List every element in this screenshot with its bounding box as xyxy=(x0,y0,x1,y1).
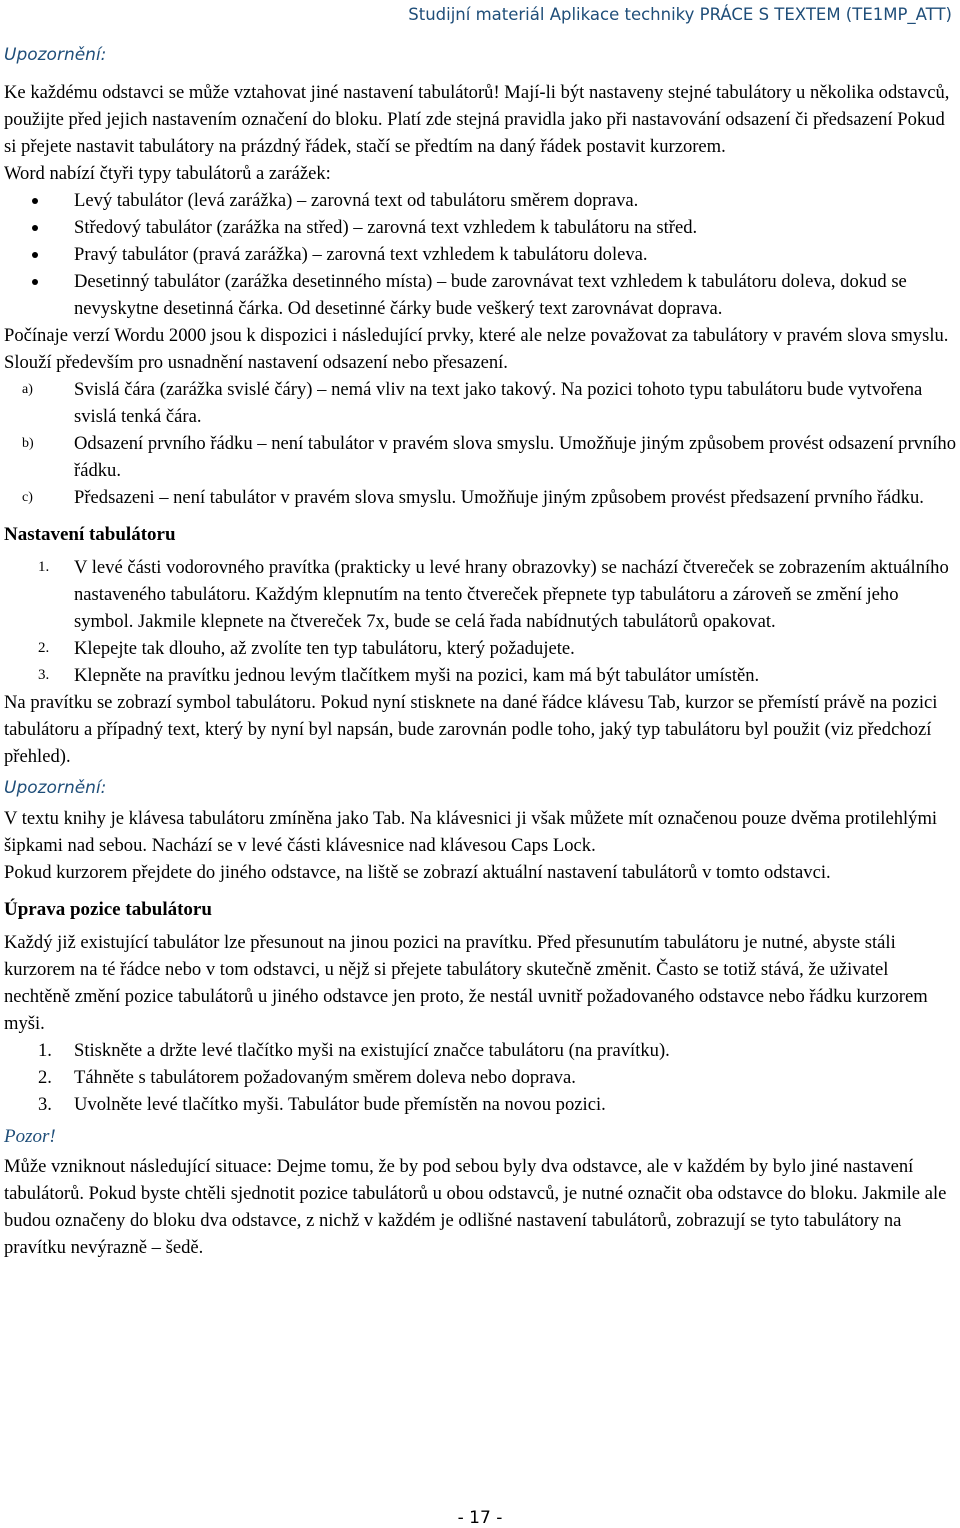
extra-items-list xyxy=(4,376,956,511)
list-marker: 2. xyxy=(38,1067,52,1088)
list-item xyxy=(4,635,956,662)
bullet-icon xyxy=(32,279,38,285)
list-marker: c) xyxy=(22,490,33,505)
list-item-text: Levý tabulátor (levá zarážka) – zarovná text od tabulátoru směrem doprava. xyxy=(74,190,639,211)
list-marker: 1. xyxy=(38,559,50,575)
list-marker: 3. xyxy=(38,1094,52,1115)
list-item-text: Uvolněte levé tlačítko myši. Tabulátor bude přemístěn na novou pozici. xyxy=(74,1094,606,1115)
list-item xyxy=(4,662,956,689)
list-item-text: V levé části vodorovného pravítka (prakticky u levé hrany obrazovky) se nachází čtvereček se zobrazením aktuálního nastaveného tabulátoru. Každým klepnutím na tento čtvereček přepnete typ tabulátoru a zároveň se změní jeho symbol. Jakmile klepnete na čtvereček 7x, bude se celá řada nabídnutých tabulátorů opakovat. xyxy=(74,557,949,632)
warning-label: Upozornění: xyxy=(4,778,107,798)
paragraph: Ke každému odstavci se může vztahovat jiné nastavení tabulátorů! Mají-li být nastaveny stejné tabulátory u několika odstavců, použijte před jejich nastavením označení do bloku. Platí zde stejná pravidla jako při nastavování odsazení či předsazení Pokud si přejete nastavit tabulátory na prázdný řádek, stačí se předtím na daný řádek postavit kurzorem. xyxy=(4,82,950,157)
list-marker: 3. xyxy=(38,667,50,683)
list-item xyxy=(4,187,956,214)
list-item-text: Předsazeni – není tabulátor v pravém slova smyslu. Umožňuje jiným způsobem provést předsazení prvního řádku. xyxy=(74,487,924,508)
list-item-text: Klepejte tak dlouho, až zvolíte ten typ tabulátoru, který požadujete. xyxy=(74,638,575,659)
paragraph: Počínaje verzí Wordu 2000 jsou k dispozici i následující prvky, které ale nelze považovat za tabulátory v pravém slova smyslu. Slouží především pro usnadnění nastavení odsazení nebo přesazení. xyxy=(4,325,949,373)
list-item xyxy=(4,268,956,322)
list-item xyxy=(4,1091,956,1118)
bullet-icon xyxy=(32,252,38,258)
paragraph: Pokud kurzorem přejdete do jiného odstavce, na liště se zobrazí aktuální nastavení tabulátorů v tomto odstavci. xyxy=(4,862,831,883)
list-item xyxy=(4,554,956,635)
paragraph: Na pravítku se zobrazí symbol tabulátoru. Pokud nyní stisknete na dané řádce klávesu Tab, kurzor se přemístí právě na pozici tabulátoru a případný text, který by nyní byl napsán, bude zarovnán podle toho, jaký typ tabulátoru byl použit (viz předchozí přehled). xyxy=(4,692,938,767)
list-item-text: Odsazení prvního řádku – není tabulátor v pravém slova smyslu. Umožňuje jiným způsobem provést odsazení prvního řádku. xyxy=(74,433,956,481)
page-content xyxy=(4,42,956,1261)
section-heading: Nastavení tabulátoru xyxy=(4,524,176,545)
tab-types-list xyxy=(4,187,956,322)
warning-label: Upozornění: xyxy=(4,45,107,65)
list-item xyxy=(4,1037,956,1064)
paragraph: V textu knihy je klávesa tabulátoru zmíněna jako Tab. Na klávesnici ji však můžete mít označenou pouze dvěma protilehlými šipkami nad sebou. Nachází se v levé části klávesnice nad klávesou Caps Lock. xyxy=(4,808,938,856)
list-item xyxy=(4,214,956,241)
list-item-text: Pravý tabulátor (pravá zarážka) – zarovná text vzhledem k tabulátoru doleva. xyxy=(74,244,648,265)
list-item-text: Svislá čára (zarážka svislé čáry) – nemá vliv na text jako takový. Na pozici tohoto typu tabulátoru bude vytvořena svislá tenká čára. xyxy=(74,379,923,427)
paragraph: Může vzniknout následující situace: Dejme tomu, že by pod sebou byly dva odstavce, ale v každém by bylo jiné nastavení tabulátorů. Pokud byste chtěli sjednotit pozice tabulátorů u obou odstavců, je nutné označit oba odstavce do bloku. Jakmile ale budou označeny do bloku dva odstavce, z nichž v každém je odlišné nastavení tabulátorů, zobrazují se tyto tabulátory na pravítku nevýrazně – šedě. xyxy=(4,1156,947,1258)
paragraph: Word nabízí čtyři typy tabulátorů a zarážek: xyxy=(4,163,331,184)
paragraph: Každý již existující tabulátor lze přesunout na jinou pozici na pravítku. Před přesunutím tabulátoru je nutné, abyste stáli kurzorem na té řádce nebo v tom odstavci, u nějž si přejete tabulátory skutečně změnit. Často se totiž stává, že uživatel nechtěně změní pozice tabulátorů u jiného odstavce jen proto, že nestál uvnitř požadovaného odstavce nebo řádku kurzorem myši. xyxy=(4,932,928,1034)
list-marker: b) xyxy=(22,436,34,451)
running-header: Studijní materiál Aplikace techniky PRÁCE S TEXTEM (TE1MP_ATT) xyxy=(408,5,952,24)
setup-steps-list xyxy=(4,554,956,689)
list-item-text: Desetinný tabulátor (zarážka desetinného místa) – bude zarovnávat text vzhledem k tabulátoru doleva, dokud se nevyskytne desetinná čárka. Od desetinné čárky bude veškerý text zarovnávat doprava. xyxy=(74,271,907,319)
list-marker: 1. xyxy=(38,1040,52,1061)
list-item xyxy=(4,484,956,511)
section-heading: Úprava pozice tabulátoru xyxy=(4,899,212,920)
list-item-text: Středový tabulátor (zarážka na střed) – zarovná text vzhledem k tabulátoru na střed. xyxy=(74,217,698,238)
list-item-text: Klepněte na pravítku jednou levým tlačítkem myši na pozici, kam má být tabulátor umístěn. xyxy=(74,665,760,686)
list-item xyxy=(4,376,956,430)
list-item-text: Stiskněte a držte levé tlačítko myši na existující značce tabulátoru (na pravítku). xyxy=(74,1040,670,1061)
bullet-icon xyxy=(32,225,38,231)
move-steps-list xyxy=(4,1037,956,1118)
caution-label: Pozor! xyxy=(4,1126,56,1147)
bullet-icon xyxy=(32,198,38,204)
list-item-text: Táhněte s tabulátorem požadovaným směrem doleva nebo doprava. xyxy=(74,1067,576,1088)
list-item xyxy=(4,430,956,484)
page-number: - 17 - xyxy=(457,1508,503,1528)
list-marker: 2. xyxy=(38,640,50,656)
list-item xyxy=(4,241,956,268)
list-marker: a) xyxy=(22,382,33,397)
list-item xyxy=(4,1064,956,1091)
